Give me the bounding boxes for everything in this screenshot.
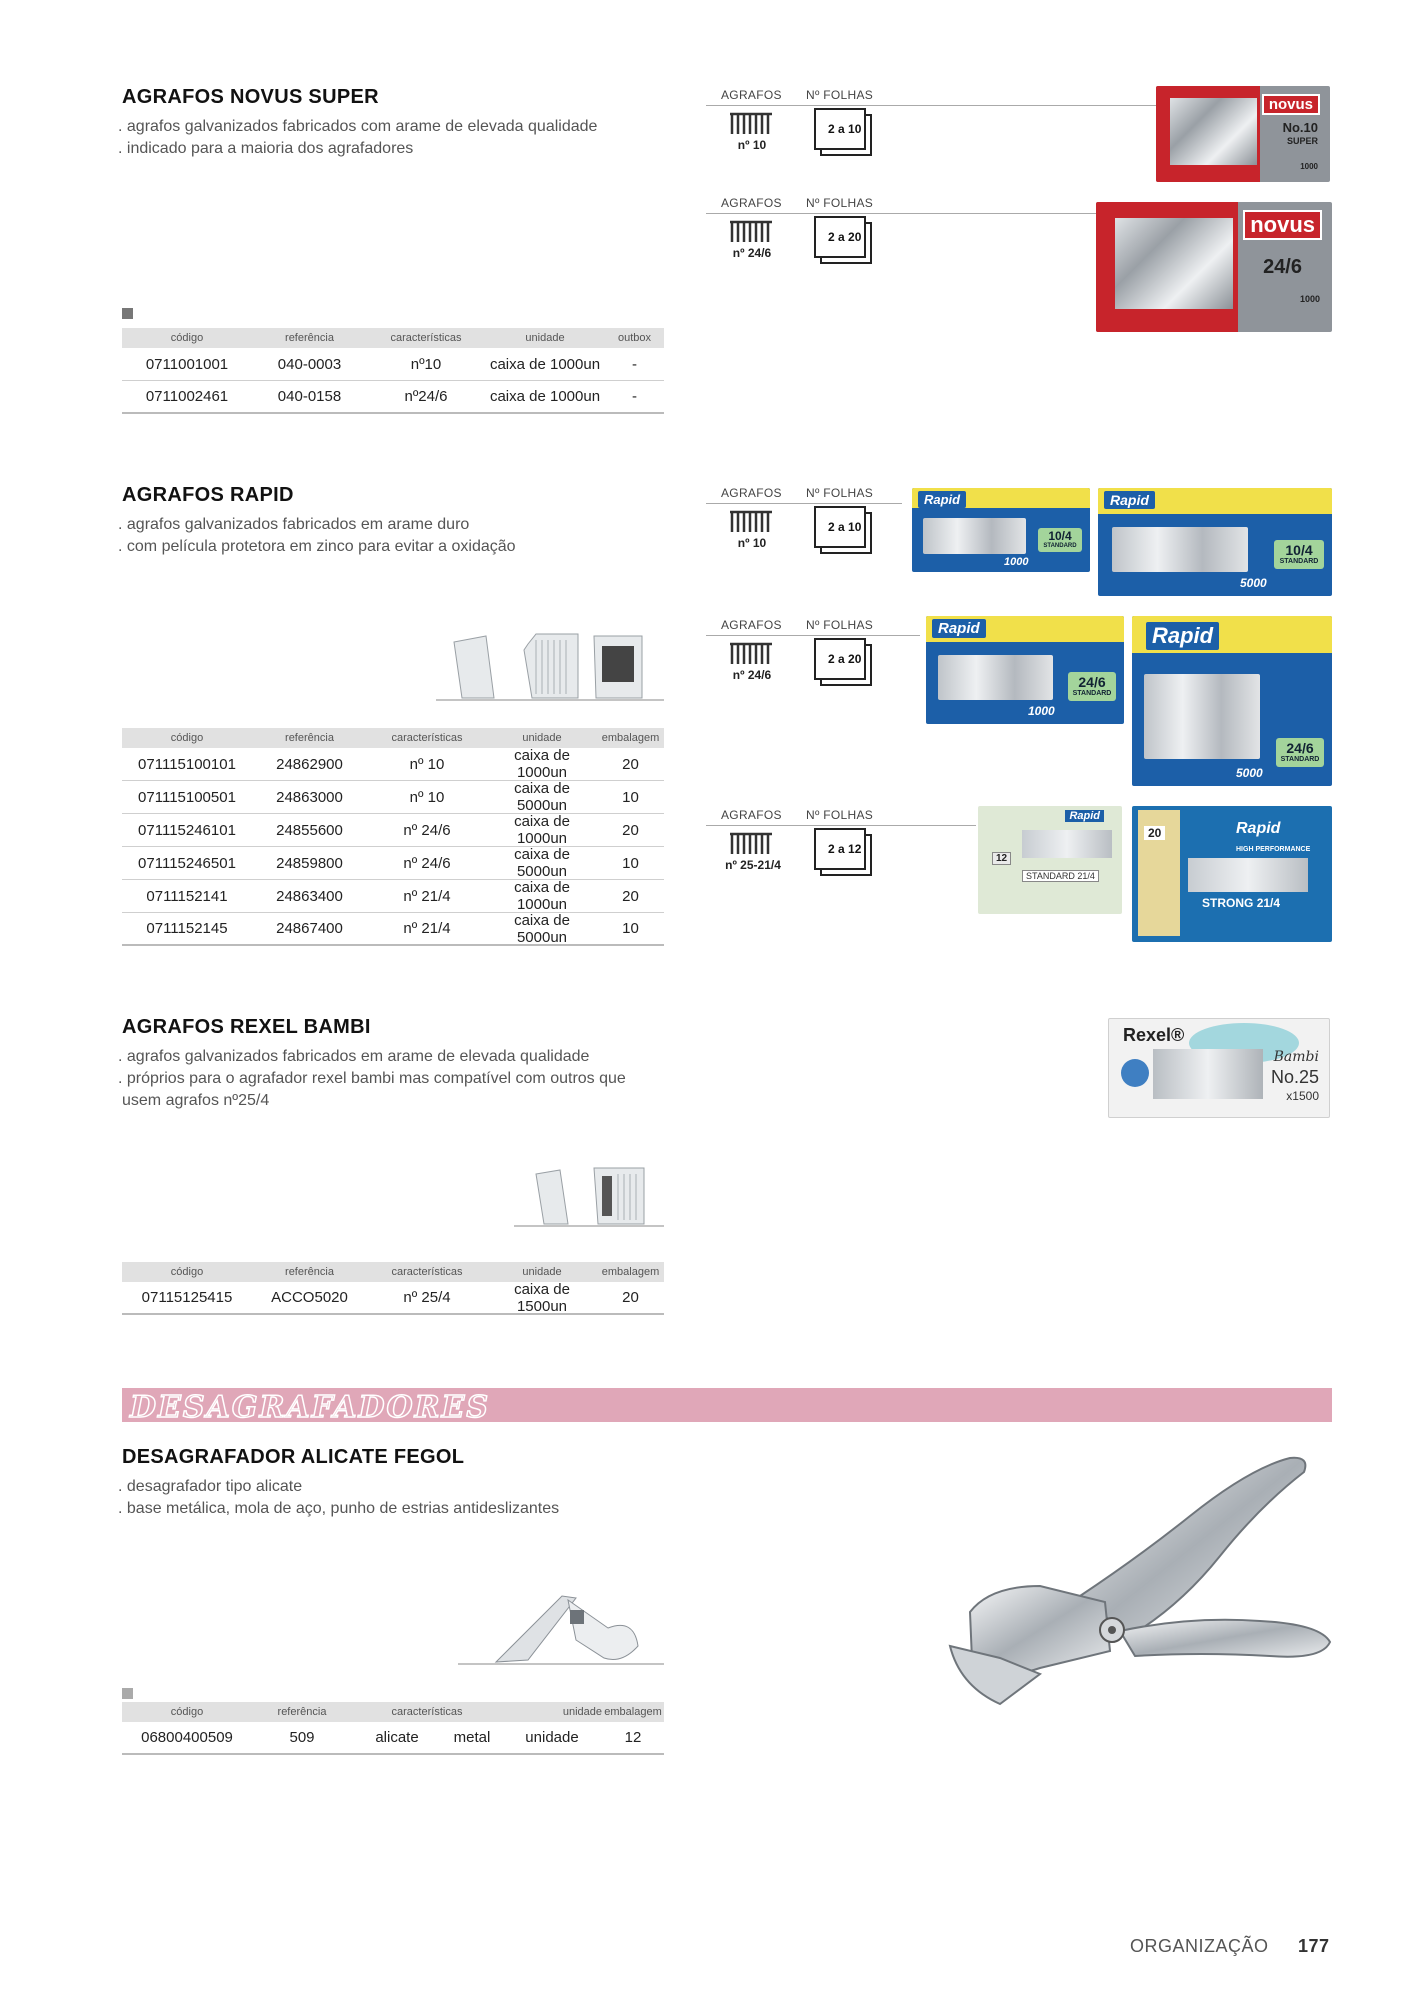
folhas-label: Nº FOLHAS	[806, 88, 874, 102]
fegol-table	[122, 1702, 664, 1755]
cell-codigo: 0711152141	[146, 887, 228, 905]
box-count: 1000	[1004, 556, 1029, 568]
rapid-box-image	[926, 616, 1124, 724]
staple-icon	[728, 110, 774, 136]
spec-block	[706, 618, 906, 698]
cell-unidade: caixa de 1000un	[489, 388, 601, 405]
box-brand: novus	[1262, 94, 1320, 115]
cell-codigo: 07115125415	[141, 1289, 233, 1306]
novus-description	[118, 116, 678, 160]
cell-referencia: 24863000	[276, 788, 343, 806]
cell-codigo: 0711002461	[145, 388, 229, 405]
box-sub: STANDARD	[1026, 871, 1075, 881]
box-count: 20	[1144, 826, 1165, 840]
col-unidade: unidade	[522, 732, 562, 744]
cell-embalagem: 20	[622, 887, 639, 905]
box-tag: HIGH PERFORMANCE	[1236, 846, 1311, 853]
folhas-label: Nº FOLHAS	[806, 486, 874, 500]
col-codigo: código	[170, 1706, 204, 1718]
rapid-title: AGRAFOS RAPID	[122, 484, 294, 506]
spec-divider	[706, 635, 920, 636]
col-codigo: código	[170, 732, 204, 744]
rapid-table	[122, 728, 664, 946]
box-size-badge	[1274, 540, 1324, 569]
category-banner	[122, 1388, 1332, 1425]
table-row	[122, 913, 664, 946]
box-count: 5000	[1240, 576, 1267, 590]
col-referencia: referência	[285, 732, 334, 744]
rapid-desc-line: . com película protetora em zinco para evitar a oxidação	[118, 538, 516, 555]
cell-embalagem: 20	[622, 821, 639, 839]
staple-number: nº 25-21/4	[725, 858, 781, 872]
box-sub: STANDARD	[1043, 543, 1077, 550]
rexel-table	[122, 1262, 664, 1315]
staple-number: nº 10	[737, 536, 767, 550]
cell-embalagem: 10	[622, 854, 639, 872]
box-count: 1000	[1299, 294, 1320, 304]
box-brand: novus	[1243, 210, 1322, 240]
rexel-title: AGRAFOS REXEL BAMBI	[122, 1016, 371, 1038]
cell-embalagem: 10	[622, 788, 639, 806]
rapid-box-image	[1132, 806, 1332, 942]
box-size-badge	[1276, 738, 1324, 767]
novus-desc-line: . agrafos galvanizados fabricados com arame de elevada qualidade	[118, 118, 598, 135]
box-sub: STANDARD	[1279, 558, 1319, 566]
col-caracteristicas: características	[391, 1706, 463, 1718]
box-count: 1000	[1028, 704, 1055, 718]
cell-referencia: ACCO5020	[271, 1289, 348, 1306]
fegol-plier-image	[930, 1446, 1340, 1746]
box-brand: Rapid	[1146, 622, 1219, 650]
box-size: No.10	[1282, 120, 1318, 135]
staple-number: nº 10	[737, 138, 767, 152]
pages-icon	[814, 506, 872, 554]
spec-divider	[706, 825, 976, 826]
cell-codigo: 06800400509	[141, 1729, 233, 1746]
spec-block	[706, 88, 906, 168]
staple-icon	[728, 830, 774, 856]
novus-title: AGRAFOS NOVUS SUPER	[122, 86, 379, 108]
novus-desc-line: . indicado para a maioria dos agrafadores	[118, 140, 414, 157]
staple-remover-illustration	[458, 1588, 664, 1668]
cell-caracteristicas: nº 24/6	[403, 854, 451, 872]
novus-box-image	[1156, 86, 1330, 182]
pages-icon	[814, 828, 872, 876]
cell-codigo: 071115100101	[138, 755, 236, 773]
table-row	[122, 781, 664, 814]
fegol-desc-line: . base metálica, mola de aço, punho de estrias antideslizantes	[118, 1500, 560, 1517]
cell-unidade: caixa de 1000un	[514, 747, 570, 781]
agrafos-label: AGRAFOS	[721, 486, 782, 500]
cell-caracteristicas: nº 21/4	[403, 920, 451, 937]
fegol-desc-line: . desagrafador tipo alicate	[118, 1478, 303, 1495]
agrafos-label: AGRAFOS	[721, 808, 782, 822]
col-embalagem: embalagem	[604, 1706, 662, 1718]
rapid-box-image	[912, 488, 1090, 572]
box-size: 10/4	[1285, 542, 1313, 558]
cell-embalagem: 20	[622, 755, 639, 773]
table-row	[122, 1722, 664, 1755]
spec-divider	[706, 213, 1098, 214]
agrafos-label: AGRAFOS	[721, 618, 782, 632]
pages-icon	[814, 108, 872, 156]
cell-codigo: 071115246101	[138, 821, 236, 839]
table-header	[122, 728, 664, 748]
cell-referencia: 24859800	[276, 854, 343, 872]
box-count: x1500	[1286, 1089, 1319, 1103]
staple-icon	[728, 508, 774, 534]
cell-caracteristicas: nº 21/4	[403, 887, 451, 905]
page-number: 177	[1298, 1936, 1330, 1956]
col-caracteristicas: características	[391, 732, 463, 744]
spec-divider	[706, 503, 902, 504]
cell-unidade: caixa de 1500un	[514, 1280, 570, 1315]
box-sub: STANDARD	[1280, 756, 1320, 764]
table-header	[122, 328, 664, 348]
box-model: Bambi	[1273, 1049, 1319, 1065]
cell-unidade: caixa de 5000un	[514, 780, 570, 814]
cell-codigo: 0711001001	[145, 355, 229, 373]
cell-referencia: 24862900	[276, 755, 343, 773]
staple-icon	[728, 218, 774, 244]
cell-caracteristicas: nº 24/6	[403, 821, 451, 839]
box-brand: Rapid	[932, 619, 986, 638]
rapid-box-image	[1098, 488, 1332, 596]
table-row	[122, 1282, 664, 1315]
box-sub: STRONG	[1202, 896, 1254, 910]
staple-icon	[728, 640, 774, 666]
col-caracteristicas: características	[391, 1266, 463, 1278]
box-size-badge	[1022, 870, 1099, 882]
box-size-badge	[1068, 672, 1116, 701]
box-size: 24/6	[1263, 256, 1302, 278]
box-brand: Rapid	[1236, 820, 1281, 837]
box-brand: Rapid	[1104, 491, 1155, 509]
novus-box-image	[1096, 202, 1332, 332]
staple-number: nº 24/6	[732, 668, 772, 682]
box-brand: Rexel®	[1123, 1025, 1185, 1045]
cell-referencia: 509	[289, 1729, 315, 1746]
cell-caracteristicas: nº24/6	[404, 388, 448, 405]
cell-unidade: caixa de 5000un	[514, 911, 570, 946]
box-size: No.25	[1270, 1067, 1319, 1087]
box-sub: SUPER	[1286, 136, 1318, 146]
col-codigo: código	[170, 332, 204, 344]
fegol-description	[118, 1476, 678, 1520]
staple-number: nº 24/6	[732, 246, 772, 260]
section-marker	[122, 308, 133, 319]
pages-icon	[814, 638, 872, 686]
agrafos-label: AGRAFOS	[721, 196, 782, 210]
table-row	[122, 880, 664, 913]
table-row	[122, 847, 664, 880]
box-size: 21/4	[1256, 896, 1281, 910]
staples-illustration	[436, 630, 664, 704]
col-referencia: referência	[285, 332, 334, 344]
cell-codigo: 0711152145	[146, 920, 228, 937]
cell-unidade: caixa de 1000un	[489, 355, 601, 373]
category-banner-title: DESAGRAFADORES	[130, 1390, 491, 1425]
cell-embalagem: 20	[622, 1289, 639, 1306]
box-size: 10/4	[1048, 529, 1072, 543]
agrafos-label: AGRAFOS	[721, 88, 782, 102]
cell-material: metal	[453, 1729, 491, 1746]
spec-block	[706, 808, 906, 888]
pages-range: 2 a 20	[828, 230, 862, 244]
pages-icon	[814, 216, 872, 264]
novus-table	[122, 328, 664, 414]
cell-referencia: 24855600	[276, 821, 343, 839]
cell-codigo: 071115100501	[138, 788, 236, 806]
folhas-label: Nº FOLHAS	[806, 618, 874, 632]
rapid-description	[118, 514, 678, 558]
cell-referencia: 24867400	[276, 920, 343, 937]
rapid-desc-line: . agrafos galvanizados fabricados em arame duro	[118, 516, 470, 533]
box-brand: Rapid	[1065, 810, 1104, 822]
table-row	[122, 748, 664, 781]
rexel-box-image	[1108, 1018, 1330, 1118]
cell-caracteristicas: nº 25/4	[403, 1289, 451, 1306]
staples-illustration	[514, 1164, 664, 1230]
rexel-description	[118, 1046, 678, 1112]
table-row	[122, 348, 664, 381]
col-embalagem: embalagem	[601, 1266, 660, 1278]
box-count: 12	[992, 852, 1011, 865]
box-size-badge	[1038, 528, 1082, 552]
col-embalagem: embalagem	[601, 732, 660, 744]
col-referencia: referência	[277, 1706, 327, 1718]
col-referencia: referência	[285, 1266, 334, 1278]
box-size: 21/4	[1077, 871, 1095, 881]
box-size: 24/6	[1078, 674, 1106, 690]
pages-range: 2 a 20	[828, 652, 862, 666]
cell-codigo: 071115246501	[138, 854, 236, 872]
table-row	[122, 381, 664, 414]
pages-range: 2 a 12	[828, 842, 862, 856]
cell-embalagem: 10	[622, 920, 639, 937]
rexel-desc-line: usem agrafos nº25/4	[122, 1092, 270, 1109]
fegol-title: DESAGRAFADOR ALICATE FEGOL	[122, 1446, 465, 1468]
cell-referencia: 040-0003	[277, 355, 342, 373]
folhas-label: Nº FOLHAS	[806, 808, 874, 822]
box-size-badge	[1202, 896, 1280, 910]
spec-block	[706, 486, 906, 566]
box-brand: Rapid	[918, 491, 966, 508]
cell-caracteristicas: nº10	[410, 355, 442, 373]
folhas-label: Nº FOLHAS	[806, 196, 874, 210]
table-row	[122, 814, 664, 847]
cell-referencia: 24863400	[276, 887, 343, 905]
rapid-box-image	[978, 806, 1122, 914]
cell-unidade: caixa de 1000un	[514, 879, 570, 913]
footer-section: ORGANIZAÇÃO	[1130, 1936, 1269, 1956]
cell-unidade: caixa de 5000un	[514, 846, 570, 880]
table-header	[122, 1262, 664, 1282]
cell-referencia: 040-0158	[277, 388, 342, 405]
table-header	[122, 1702, 664, 1722]
box-count: 5000	[1236, 766, 1263, 780]
cell-embalagem: 12	[624, 1729, 642, 1746]
cell-unidade: unidade	[525, 1729, 579, 1746]
spec-block	[706, 196, 906, 276]
box-size: 24/6	[1286, 740, 1314, 756]
col-unidade: unidade	[525, 332, 565, 344]
cell-outbox: -	[632, 355, 637, 373]
rapid-box-image	[1132, 616, 1332, 786]
rexel-desc-line: . agrafos galvanizados fabricados em arame de elevada qualidade	[118, 1048, 590, 1065]
col-codigo: código	[170, 1266, 204, 1278]
cell-unidade: caixa de 1000un	[514, 813, 570, 847]
box-sub: STANDARD	[1072, 690, 1112, 698]
section-marker	[122, 1688, 133, 1699]
col-caracteristicas: características	[390, 332, 462, 344]
box-count: 1000	[1300, 162, 1318, 171]
cell-caracteristicas: nº 10	[409, 788, 445, 806]
col-outbox: outbox	[617, 332, 652, 344]
col-unidade: unidade	[522, 1266, 562, 1278]
spec-divider	[706, 105, 1156, 106]
col-unidade: unidade	[562, 1706, 602, 1718]
pages-range: 2 a 10	[828, 122, 862, 136]
cell-outbox: -	[632, 388, 637, 405]
cell-caracteristicas: alicate	[375, 1729, 419, 1746]
cell-caracteristicas: nº 10	[409, 755, 445, 773]
rexel-desc-line: . próprios para o agrafador rexel bambi mas compatível com outros que	[118, 1070, 626, 1087]
pages-range: 2 a 10	[828, 520, 862, 534]
